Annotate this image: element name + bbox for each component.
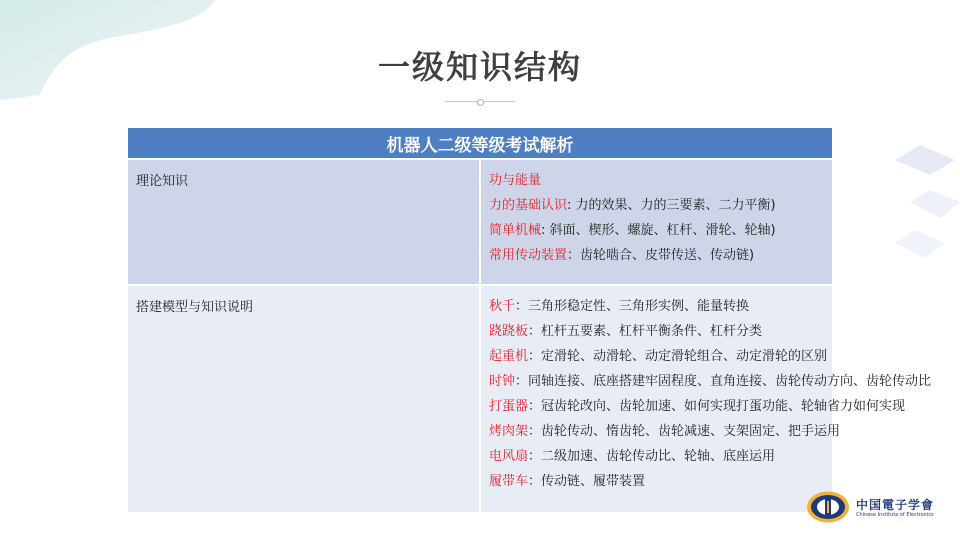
content-cell [480,159,833,285]
list-item [489,444,824,469]
item-text: 三角形稳定性、三角形实例、能量转换 [528,299,750,314]
item-text: 冠齿轮改向、齿轮加速、如何实现打蛋功能、轮轴省力如何实现 [541,399,906,414]
category-cell: 搭建模型与知识说明 [127,285,480,513]
separator: ： [528,424,542,439]
list-item [489,193,824,218]
keyword: 力的基础认识 [489,198,568,213]
keyword: 烤肉架 [489,424,529,439]
item-text: 定滑轮、动滑轮、动定滑轮组合、动定滑轮的区别 [541,349,828,364]
list-item [489,243,824,268]
list-item [489,168,824,193]
item-text: 齿轮啮合、皮带传送、传动链) [580,248,755,263]
keyword: 秋千 [489,299,516,314]
separator: ： [528,449,542,464]
table-row [127,159,833,285]
separator: ： [515,374,529,389]
keyword: 常用传动装置 [489,248,568,263]
logo-name: 中国電子学會 [856,498,935,512]
separator: ： [528,474,542,489]
keyword: 打蛋器 [489,399,529,414]
table-header-row [127,127,833,159]
keyword: 起重机 [489,349,529,364]
item-text: 同轴连接、底座搭建牢固程度、直角连接、齿轮传动方向、齿轮传动比 [528,374,932,389]
keyword: 履带车 [489,474,529,489]
list-item [489,369,932,394]
keyword: 功与能量 [489,173,542,188]
separator: : [541,223,550,238]
list-item [489,319,824,344]
list-item [489,294,824,319]
item-text: 传动链、履带装置 [541,474,646,489]
separator: : [567,198,576,213]
separator: ： [515,299,529,314]
keyword: 电风扇 [489,449,529,464]
item-text: 力的效果、力的三要素、二力平衡) [575,198,776,213]
item-text: 斜面、楔形、螺旋、杠杆、滑轮、轮轴) [549,223,776,238]
list-item [489,419,841,444]
separator: ： [528,324,542,339]
separator: ： [528,399,542,414]
keyword: 时钟 [489,374,516,389]
keyword: 简单机械 [489,223,542,238]
logo-subtitle: Chinese Institute of Electronics [856,512,934,518]
cie-logo [806,490,946,526]
slide-title: 一级知识结构 [377,48,582,86]
list-item [489,469,824,494]
list-item [489,344,828,369]
item-text: 齿轮传动、惰齿轮、齿轮减速、支架固定、把手运用 [541,424,841,439]
list-item [489,218,824,243]
right-diamond-decoration [860,140,960,320]
cie-emblem-icon [806,490,850,524]
table-header: 机器人二级等级考试解析 [127,127,833,159]
keyword: 跷跷板 [489,324,529,339]
separator: ： [528,349,542,364]
separator: ： [567,248,581,263]
list-item [489,394,906,419]
item-text: 杠杆五要素、杠杆平衡条件、杠杆分类 [541,324,763,339]
title-divider-dot [477,99,484,106]
category-cell: 理论知识 [127,159,480,285]
table-row [127,285,833,513]
item-text: 二级加速、齿轮传动比、轮轴、底座运用 [541,449,776,464]
